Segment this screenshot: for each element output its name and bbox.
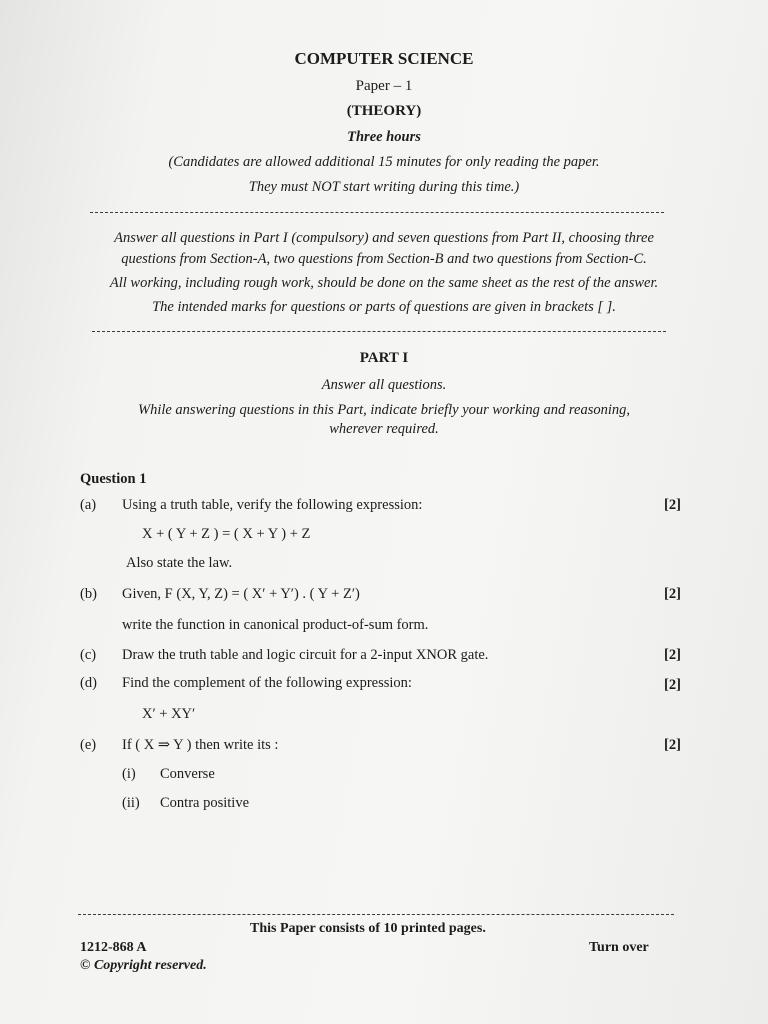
reading-time-note-line2: They must NOT start writing during this time.) [248, 179, 520, 195]
paper-type: (THEORY) [346, 103, 422, 119]
part-b-marks: [2] [664, 586, 681, 602]
divider-bottom [78, 914, 674, 915]
divider-middle [92, 331, 666, 332]
instructions-line2: questions from Section-A, two questions from Section-B and two questions from Section-C. [121, 251, 647, 267]
part-b-instruction: write the function in canonical product-of-sum form. [122, 617, 429, 633]
part-b-label: (b) [80, 586, 97, 602]
part-a-label: (a) [80, 497, 97, 513]
pages-note: This Paper consists of 10 printed pages. [250, 921, 486, 936]
part-d-label: (d) [80, 675, 97, 691]
part-a-marks: [2] [664, 497, 681, 513]
part-c-marks: [2] [664, 647, 681, 663]
part-e-marks: [2] [664, 737, 681, 753]
divider-top [90, 212, 664, 213]
copyright-notice: © Copyright reserved. [80, 958, 207, 973]
turn-over: Turn over [589, 940, 649, 955]
part-c-text: Draw the truth table and logic circuit for a 2-input XNOR gate. [122, 647, 489, 663]
part-b-text: Given, F (X, Y, Z) = ( X′ + Y′) . ( Y + Z′) [122, 586, 360, 602]
instructions-line1: Answer all questions in Part I (compulsory) and seven questions from Part II, choosing three [114, 230, 654, 246]
instructions-line3: All working, including rough work, should be done on the same sheet as the rest of the answer. [109, 275, 659, 291]
part-e-ii-label: (ii) [122, 795, 140, 811]
subject-title: COMPUTER SCIENCE [294, 49, 474, 68]
part-d-expression: X′ + XY′ [142, 706, 196, 722]
paper-number: Paper – 1 [355, 78, 413, 94]
part-e-ii-text: Contra positive [160, 795, 250, 811]
part1-subheading: Answer all questions. [321, 377, 447, 393]
part-d-marks: [2] [664, 677, 681, 693]
duration: Three hours [347, 129, 421, 145]
part-e-i-label: (i) [122, 766, 136, 782]
question-title: Question 1 [80, 471, 147, 487]
part-c-label: (c) [80, 647, 97, 663]
part1-heading: PART I [359, 350, 409, 366]
part-d-text: Find the complement of the following expression: [122, 675, 412, 691]
part1-note-line2: wherever required. [329, 421, 439, 437]
reading-time-note-line1: (Candidates are allowed additional 15 minutes for only reading the paper. [168, 154, 600, 170]
part-a-law-prompt: Also state the law. [126, 555, 233, 571]
part1-note-line1: While answering questions in this Part, indicate briefly your working and reasoning, [137, 402, 631, 418]
part-e-text: If ( X ⇒ Y ) then write its : [122, 737, 279, 753]
part-e-label: (e) [80, 737, 97, 753]
instructions-line4: The intended marks for questions or parts of questions are given in brackets [ ]. [152, 299, 616, 315]
part-e-i-text: Converse [160, 766, 215, 782]
paper-code: 1212-868 A [80, 940, 147, 955]
part-a-expression: X + ( Y + Z ) = ( X + Y ) + Z [142, 526, 311, 542]
part-a-text: Using a truth table, verify the following expression: [122, 497, 423, 513]
